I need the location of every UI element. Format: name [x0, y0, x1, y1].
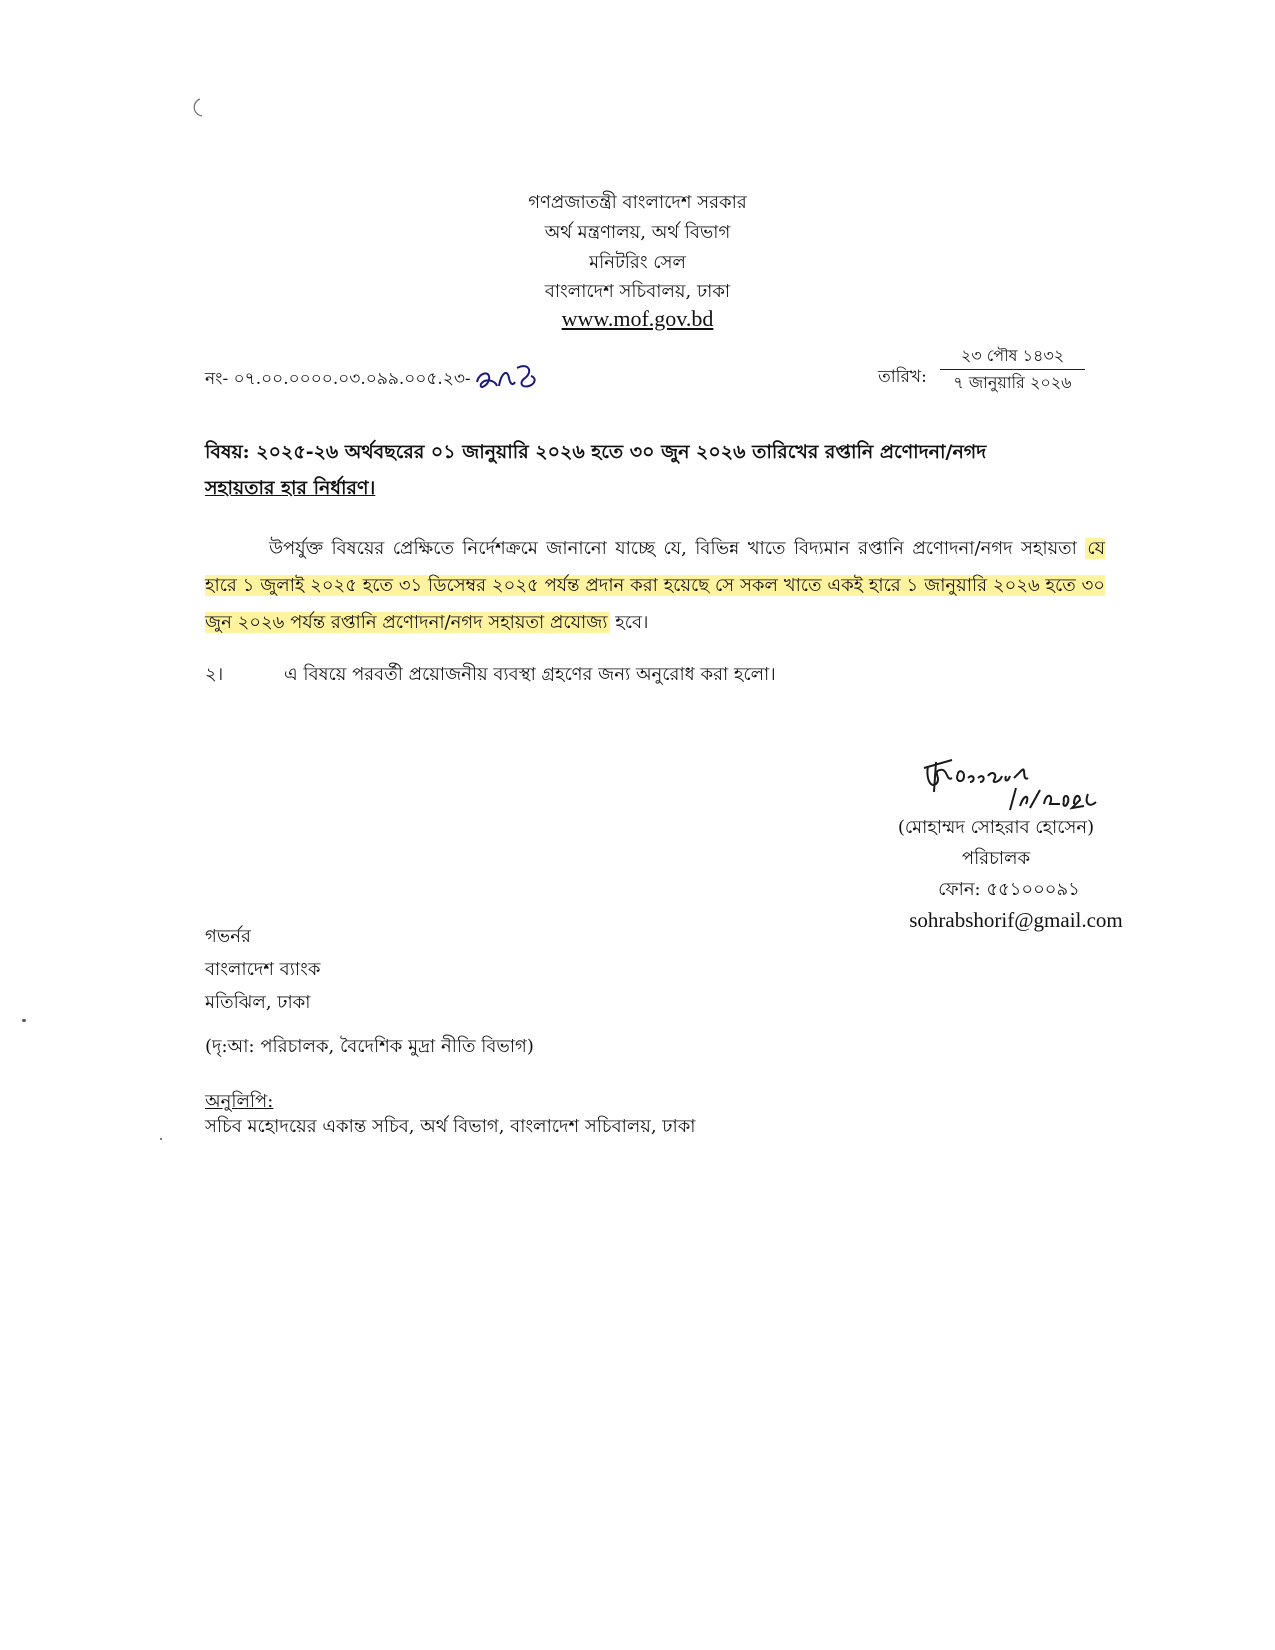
subject — [205, 434, 1105, 506]
handwritten-memo-number — [473, 360, 541, 399]
subject-line-1: বিষয়: ২০২৫-২৬ অর্থবছরের ০১ জানুয়ারি ২০২৬ হতে ৩০ জুন ২০২৬ তারিখের রপ্তানি প্রণোদনা/নগদ — [205, 441, 987, 463]
memo-number-prefix: নং- ০৭.০০.০০০০.০৩.০৯৯.০০৫.২৩- — [205, 369, 471, 389]
attention-line: (দৃ:আ: পরিচালক, বৈদেশিক মুদ্রা নীতি বিভাগ) — [205, 1036, 534, 1057]
recipient-organization: বাংলাদেশ ব্যাংক — [205, 959, 321, 980]
header-ministry: অর্থ মন্ত্রণালয়, অর্থ বিভাগ — [544, 222, 731, 243]
scan-mark — [188, 96, 212, 122]
header-government: গণপ্রজাতন্ত্রী বাংলাদেশ সরকার — [528, 192, 747, 213]
date-gregorian: ৭ জানুয়ারি ২০২৬ — [953, 373, 1072, 392]
date-block — [940, 346, 1085, 393]
recipient-address — [205, 920, 320, 1019]
paragraph-1-text: উপর্যুক্ত বিষয়ের প্রেক্ষিতে নির্দেশক্রমে জানানো যাচ্ছে যে, বিভিন্ন খাতে বিদ্যমান রপ্তানি প্রণোদনা/নগদ সহায়তা — [269, 538, 1086, 559]
date-label: তারিখ: — [878, 367, 927, 387]
memo-number — [205, 360, 541, 399]
copy-label: অনুলিপি: — [205, 1091, 274, 1112]
signatory-phone: ফোন: ৫৫১০০০৯১ — [938, 879, 1080, 900]
scan-speck — [160, 1138, 162, 1140]
header-location: বাংলাদেশ সচিবালয়, ঢাকা — [544, 281, 731, 302]
date-bangla: ২৩ পৌষ ১৪৩২ — [940, 346, 1085, 370]
header-website-link[interactable]: www.mof.gov.bd — [561, 306, 714, 331]
body-paragraph-1 — [205, 530, 1105, 641]
signature-block — [866, 812, 1126, 936]
signatory-email-link[interactable]: sohrabshorif@gmail.com — [909, 908, 1123, 932]
signatory-name: (মোহাম্মদ সোহরাব হোসেন) — [897, 817, 1095, 838]
subject-line-2: সহায়তার হার নির্ধারণ। — [205, 477, 376, 499]
paragraph-1-end: হবে। — [609, 612, 649, 633]
paragraph-2-text: এ বিষয়ে পরবর্তী প্রয়োজনীয় ব্যবস্থা গ্রহণের জন্য অনুরোধ করা হলো। — [284, 664, 776, 685]
signatory-designation: পরিচালক — [961, 848, 1031, 869]
handwritten-signature — [918, 748, 1098, 814]
recipient-title: গভর্নর — [205, 926, 251, 947]
copy-recipient: সচিব মহোদয়ের একান্ত সচিব, অর্থ বিভাগ, বাংলাদেশ সচিবালয়, ঢাকা — [205, 1116, 696, 1137]
recipient-location: মতিঝিল, ঢাকা — [205, 992, 311, 1013]
highlighted-text: যে হারে ১ জুলাই ২০২৫ হতে ৩১ ডিসেম্বর ২০২৫ পর্যন্ত প্রদান করা হয়েছে সে সকল খাতে একই হারে ১ জানুয়ারি ২০২৬ হতে ৩০ জুন ২০২৬ পর্যন্ত রপ্তানি প্রণোদনা/নগদ সহায়তা প্রযোজ্য — [205, 538, 1105, 633]
paragraph-2-number: ২। — [205, 664, 224, 685]
scan-speck — [22, 1019, 26, 1022]
header-cell: মনিটরিং সেল — [589, 252, 686, 273]
